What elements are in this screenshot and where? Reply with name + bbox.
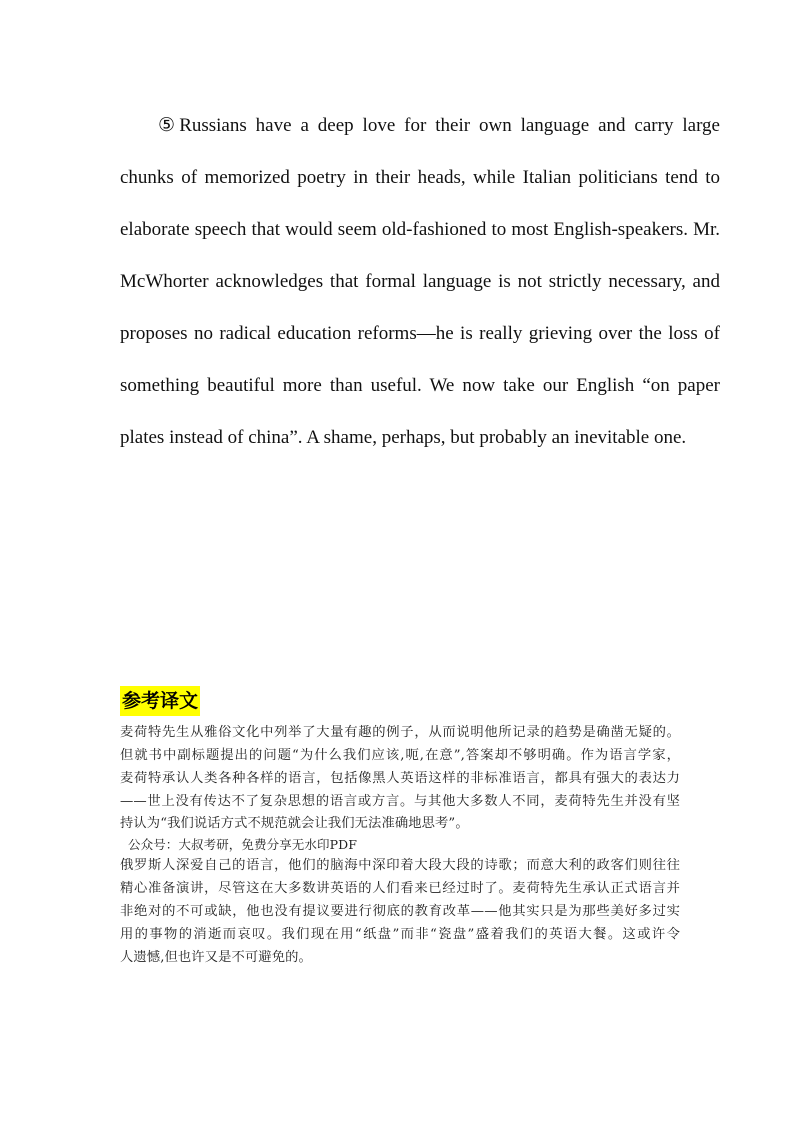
english-line: proposes no radical education reforms—he is really grieving over the loss of (120, 323, 720, 344)
translation-line: 但就书中副标题提出的问题“为什么我们应该,呃,在意”,答案却不够明确。作为语言学家， (120, 748, 680, 763)
translation-line: 麦荷特承认人类各种各样的语言，包括像黑人英语这样的非标准语言，都具有强大的表达力 (120, 771, 680, 786)
translation-line: 持认为“我们说话方式不规范就会让我们无法准确地思考”。 (120, 816, 469, 831)
english-line: something beautiful more than useful. We now take our English “on paper (120, 375, 720, 396)
translation-line: ——世上没有传达不了复杂思想的语言或方言。与其他大多数人不同，麦荷特先生并没有坚 (120, 794, 680, 809)
translation-line: 俄罗斯人深爱自己的语言，他们的脑海中深印着大段大段的诗歌；而意大利的政客们则往往 (120, 858, 680, 873)
english-line: McWhorter acknowledges that formal language is not strictly necessary, and (120, 271, 720, 292)
translation-line: 非绝对的不可或缺，他也没有提议要进行彻底的教育改革——他其实只是为那些美好多过实 (120, 904, 680, 919)
translation-heading: 参考译文 (120, 686, 200, 716)
english-line: elaborate speech that would seem old-fashioned to most English-speakers. Mr. (120, 219, 720, 240)
translation-line: 精心准备演讲，尽管这在大多数讲英语的人们看来已经过时了。麦荷特先生承认正式语言并 (120, 881, 680, 896)
translation-line: 用的事物的消逝而哀叹。我们现在用“纸盘”而非“瓷盘”盛着我们的英语大餐。这或许令 (120, 927, 680, 942)
translation-line: 人遗憾,但也许又是不可避免的。 (120, 950, 312, 965)
watermark-note: 公众号：大叔考研，免费分享无水印PDF (128, 837, 358, 852)
english-line: plates instead of china”. A shame, perhaps, but probably an inevitable one. (120, 427, 687, 448)
translation-line: 麦荷特先生从雅俗文化中列举了大量有趣的例子，从而说明他所记录的趋势是确凿无疑的。 (120, 725, 680, 740)
english-line: ⑤Russians have a deep love for their own language and carry large (158, 115, 720, 136)
english-line: chunks of memorized poetry in their heads, while Italian politicians tend to (120, 167, 720, 188)
